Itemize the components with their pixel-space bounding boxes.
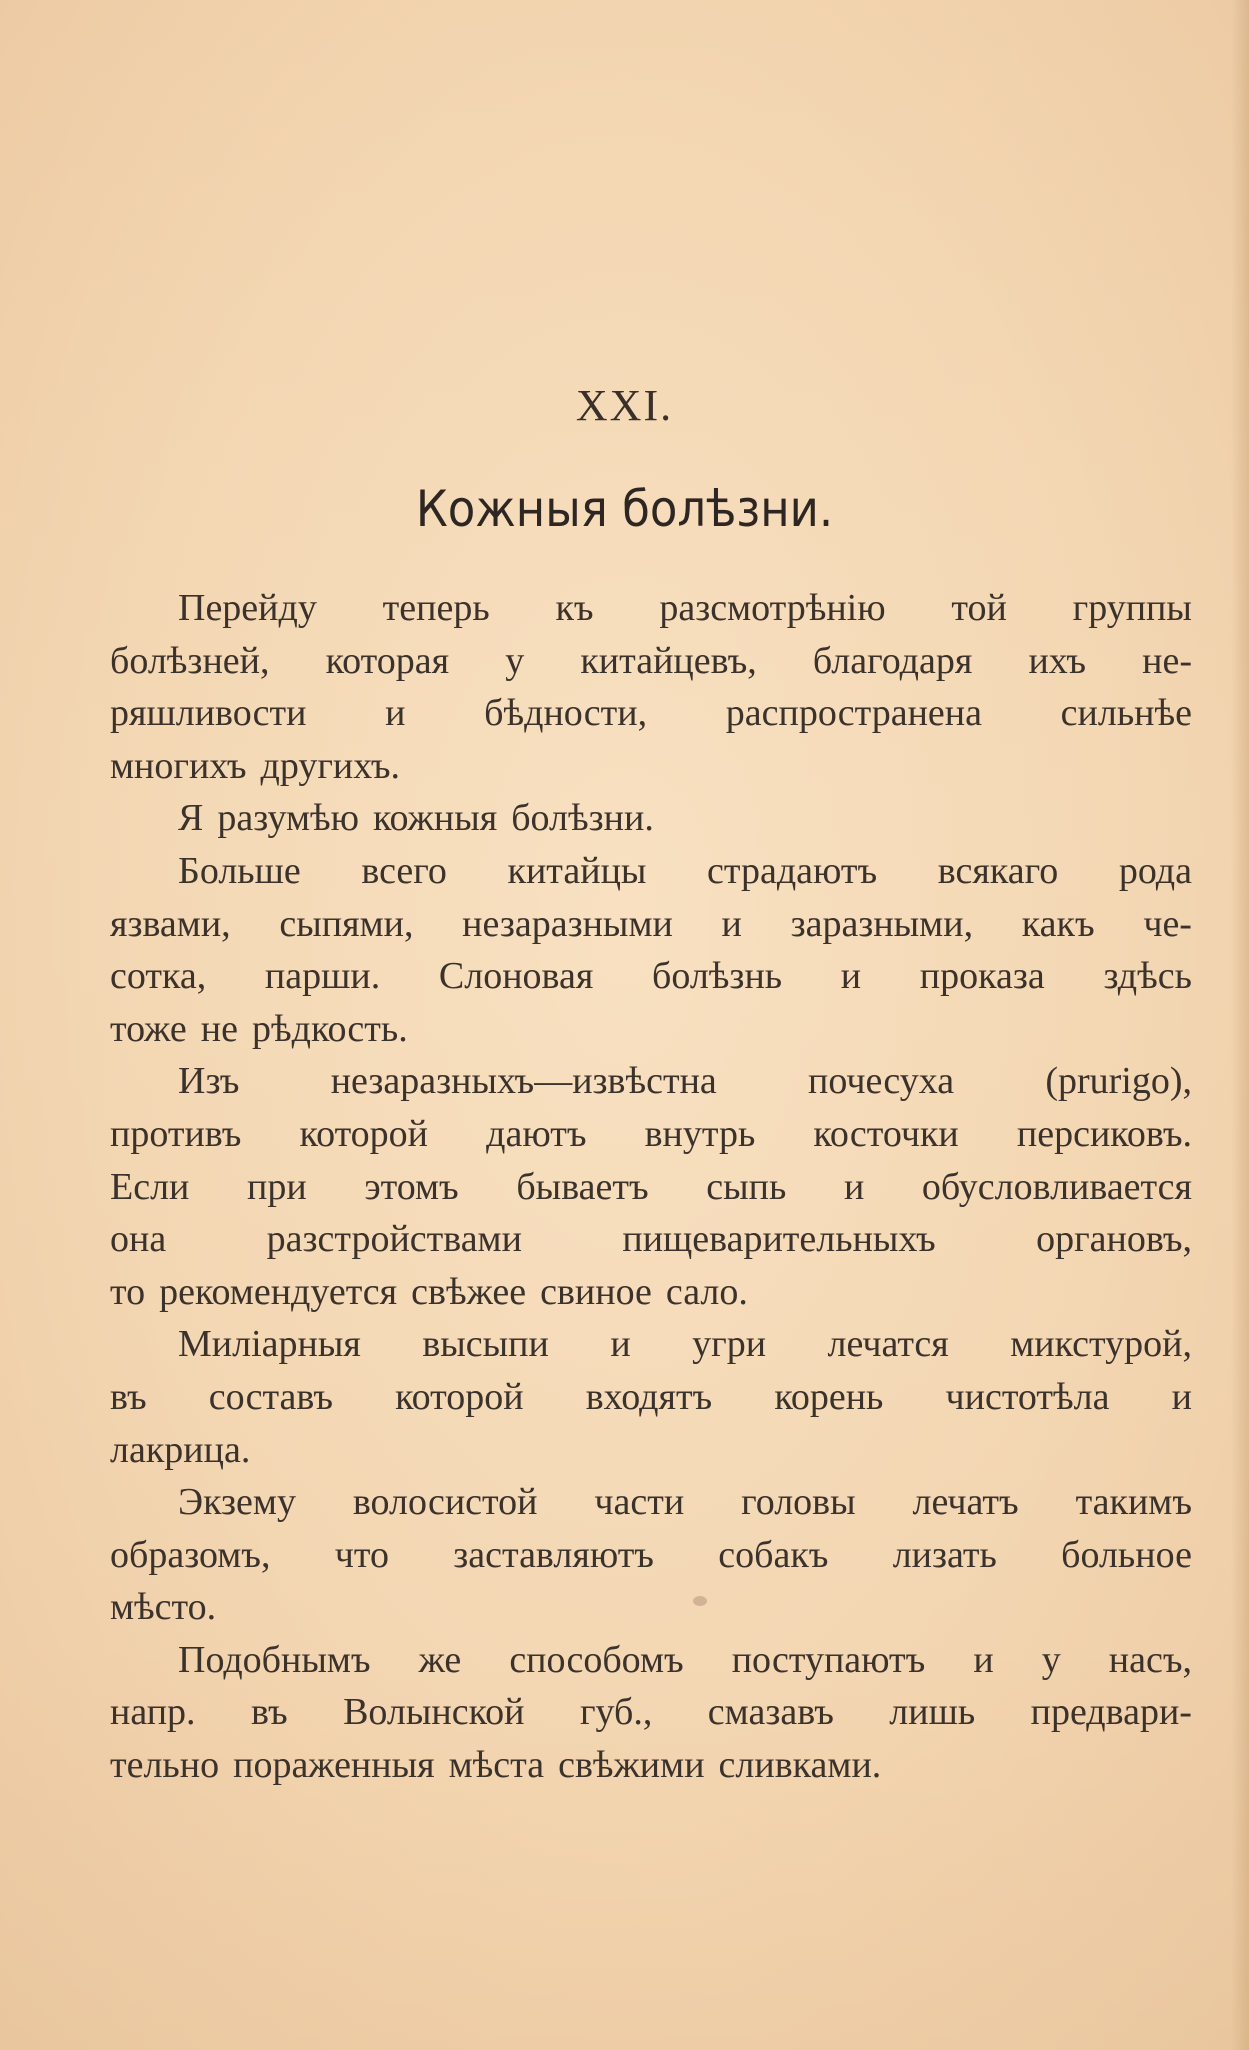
- word: разумѣю: [217, 797, 360, 840]
- word: не-: [1142, 639, 1192, 682]
- text-line: [110, 1529, 1192, 1582]
- paragraph: [110, 1634, 1192, 1792]
- paragraph: [110, 582, 1192, 792]
- chapter-title: Кожныя болѣзни.: [415, 480, 834, 538]
- text-line: [110, 1634, 1192, 1687]
- word: язвами,: [110, 902, 231, 945]
- word: лизать: [892, 1533, 997, 1576]
- chapter-number: XXI.: [575, 381, 674, 430]
- word: мѣста: [448, 1744, 545, 1787]
- paragraph: [110, 845, 1192, 1055]
- text-line: [110, 1686, 1192, 1739]
- word: такимъ: [1075, 1481, 1192, 1524]
- word: пораженныя: [233, 1744, 435, 1787]
- word: части: [594, 1481, 685, 1524]
- word: разстройствами: [266, 1218, 522, 1261]
- paragraph: [110, 792, 1192, 845]
- word: косточки: [813, 1112, 959, 1155]
- word: (prurigo),: [1045, 1060, 1192, 1103]
- word: болѣзней,: [110, 639, 270, 682]
- word: и: [721, 902, 742, 945]
- word: Подобнымъ: [178, 1638, 371, 1681]
- word: Перейду: [178, 587, 317, 629]
- word: всего: [361, 849, 447, 892]
- word: Экзему: [178, 1481, 296, 1524]
- word: больное: [1061, 1533, 1192, 1576]
- word: у: [505, 639, 525, 682]
- word: чистотѣла: [945, 1375, 1110, 1418]
- paragraph: [110, 1476, 1192, 1634]
- word: не: [200, 1007, 238, 1050]
- word: что: [334, 1533, 389, 1576]
- word: почесуха: [808, 1060, 955, 1103]
- text-line: [110, 687, 1192, 740]
- word: составъ: [208, 1375, 334, 1418]
- word: той: [951, 587, 1007, 629]
- word: и: [973, 1638, 994, 1681]
- word: внутрь: [644, 1112, 756, 1155]
- word: то: [110, 1270, 146, 1313]
- word: персиковъ.: [1016, 1112, 1192, 1155]
- word: проказа: [919, 955, 1045, 998]
- word: которой: [299, 1112, 429, 1155]
- word: рѣдкость.: [251, 1007, 408, 1050]
- page-edge-shadow: [1231, 0, 1249, 2050]
- word: кожныя: [373, 797, 498, 840]
- word: сливками.: [718, 1744, 882, 1787]
- word: рода: [1118, 849, 1192, 892]
- word: китайцевъ,: [580, 639, 757, 682]
- word: бываетъ: [516, 1165, 649, 1208]
- word: сотка,: [110, 955, 207, 998]
- word: парши.: [264, 955, 381, 998]
- word: собакъ: [718, 1533, 829, 1576]
- word: заставляютъ: [453, 1533, 654, 1576]
- text-line: [110, 1371, 1192, 1424]
- word: въ: [250, 1691, 288, 1734]
- text-line: [110, 898, 1192, 951]
- word: свиное: [540, 1270, 652, 1313]
- word: корень: [774, 1375, 884, 1418]
- word: при: [247, 1165, 307, 1208]
- word: лечатъ: [912, 1481, 1019, 1524]
- word: сыпями,: [279, 902, 414, 945]
- word: пищеварительныхъ: [622, 1218, 936, 1261]
- text-line: [110, 792, 1192, 845]
- text-line: [110, 1266, 1192, 1319]
- text-line: [110, 845, 1192, 898]
- word: болѣзнь: [652, 955, 783, 998]
- word: какъ: [1021, 902, 1095, 945]
- word: страдаютъ: [707, 849, 878, 892]
- text-line: [110, 1476, 1192, 1529]
- word: и: [1171, 1375, 1192, 1418]
- text-line: [110, 1581, 1192, 1634]
- text-line: [110, 1739, 1192, 1792]
- word: заразными,: [790, 902, 974, 945]
- word: насъ,: [1108, 1638, 1192, 1681]
- word: группы: [1072, 587, 1192, 629]
- word: волосистой: [352, 1481, 538, 1524]
- text-line: [110, 635, 1192, 688]
- word: обусловливается: [921, 1165, 1192, 1208]
- word: образомъ,: [110, 1533, 271, 1576]
- word: лечатся: [827, 1323, 949, 1366]
- word: поступаютъ: [731, 1638, 926, 1681]
- word: свѣжими: [558, 1744, 705, 1787]
- word: Миліарныя: [178, 1323, 361, 1366]
- word: и: [610, 1323, 631, 1366]
- word: же: [418, 1638, 462, 1681]
- word: всякаго: [937, 849, 1059, 892]
- text-line: [110, 1055, 1192, 1108]
- chapter-body: [110, 582, 1192, 1792]
- word: Больше: [178, 849, 301, 892]
- word: ихъ: [1028, 639, 1087, 682]
- text-line: [110, 1108, 1192, 1161]
- text-line: [110, 1424, 1192, 1477]
- text-line: [110, 582, 1192, 635]
- word: сало.: [665, 1270, 748, 1313]
- word: Если: [110, 1165, 190, 1208]
- word: и: [840, 955, 862, 998]
- word: микстурой,: [1010, 1323, 1192, 1366]
- text-line: [110, 1161, 1192, 1214]
- word: которой: [395, 1375, 524, 1418]
- word: Волынской: [343, 1691, 525, 1734]
- word: напр.: [110, 1691, 196, 1734]
- word: незаразными: [462, 902, 673, 945]
- word: мѣсто.: [110, 1586, 217, 1629]
- text-line: [110, 1318, 1192, 1371]
- text-line: [110, 1003, 1192, 1056]
- word: этомъ: [364, 1165, 459, 1208]
- word: головы: [741, 1481, 856, 1524]
- word: смазавъ: [707, 1691, 834, 1734]
- word: здѣсь: [1103, 955, 1192, 998]
- word: Я: [178, 797, 204, 840]
- word: въ: [110, 1375, 147, 1418]
- word: она: [110, 1218, 167, 1261]
- word: Слоновая: [438, 955, 594, 998]
- word: ряшливости: [110, 692, 307, 735]
- word: къ: [555, 587, 594, 629]
- word: которая: [325, 639, 450, 682]
- word: тельно: [110, 1744, 220, 1787]
- text-line: [110, 1213, 1192, 1266]
- word: противъ: [110, 1112, 242, 1155]
- word: свѣжее: [411, 1270, 527, 1313]
- word: сыпь: [706, 1165, 787, 1208]
- paragraph: [110, 1318, 1192, 1476]
- word: угри: [692, 1323, 767, 1366]
- word: губ.,: [579, 1691, 653, 1734]
- word: теперь: [382, 587, 490, 629]
- text-line: [110, 740, 1192, 793]
- word: рекомендуется: [159, 1270, 398, 1313]
- word: бѣдности,: [484, 692, 648, 735]
- word: незаразныхъ—извѣстна: [330, 1060, 717, 1103]
- word: высыпи: [422, 1323, 549, 1366]
- word: китайцы: [507, 849, 647, 892]
- word: лакрица.: [110, 1428, 251, 1471]
- word: даютъ: [486, 1112, 587, 1155]
- word: тоже: [110, 1007, 187, 1050]
- word: другихъ.: [260, 744, 400, 787]
- word: Изъ: [178, 1060, 240, 1103]
- word: у: [1041, 1638, 1061, 1681]
- paragraph: [110, 1055, 1192, 1318]
- word: входятъ: [585, 1375, 713, 1418]
- word: болѣзни.: [511, 797, 654, 840]
- word: сильнѣе: [1060, 692, 1192, 735]
- word: разсмотрѣнію: [659, 587, 886, 629]
- word: лишь: [889, 1691, 976, 1734]
- word: многихъ: [110, 744, 247, 787]
- word: органовъ,: [1036, 1218, 1192, 1261]
- word: благодаря: [812, 639, 973, 682]
- word: и: [843, 1165, 865, 1208]
- text-line: [110, 950, 1192, 1003]
- word: способомъ: [509, 1638, 684, 1681]
- word: распространена: [725, 692, 982, 735]
- word: предвари-: [1030, 1691, 1192, 1734]
- word: че-: [1143, 902, 1192, 945]
- word: и: [385, 692, 406, 735]
